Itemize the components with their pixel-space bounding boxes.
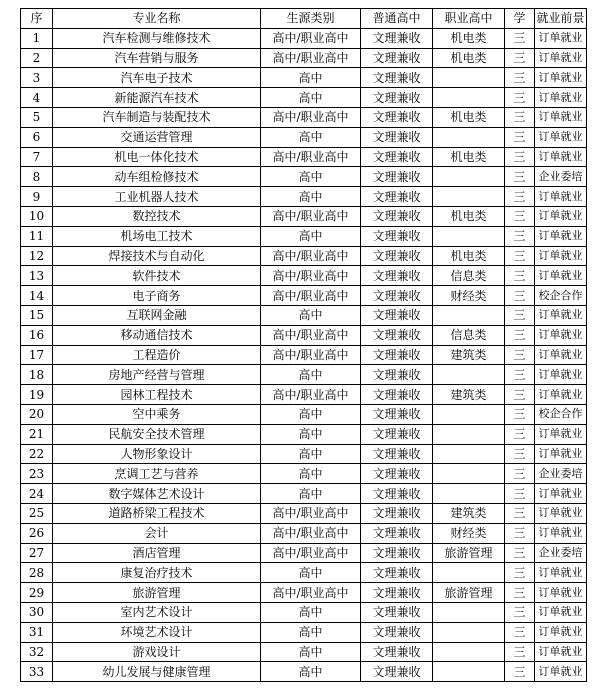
cell-employment: 订单就业: [535, 28, 587, 48]
cell-no: 33: [21, 662, 53, 682]
cell-employment: 订单就业: [535, 662, 587, 682]
cell-source: 高中/职业高中: [261, 345, 361, 365]
table-row: [21, 365, 587, 385]
cell-general-high-school: 文理兼收: [361, 523, 433, 543]
cell-source: 高中: [261, 365, 361, 385]
cell-no: 30: [21, 602, 53, 622]
cell-employment: 订单就业: [535, 622, 587, 642]
table-row: [21, 642, 587, 662]
cell-years: 三: [505, 206, 535, 226]
cell-general-high-school: 文理兼收: [361, 385, 433, 405]
cell-vocational-high-school: [433, 602, 505, 622]
cell-general-high-school: 文理兼收: [361, 424, 433, 444]
cell-no: 32: [21, 642, 53, 662]
cell-general-high-school: 文理兼收: [361, 345, 433, 365]
cell-major-name: 会计: [53, 523, 261, 543]
table-row: [21, 107, 587, 127]
cell-years: 三: [505, 424, 535, 444]
cell-major-name: 幼儿发展与健康管理: [53, 662, 261, 682]
cell-source: 高中/职业高中: [261, 583, 361, 603]
cell-source: 高中: [261, 404, 361, 424]
cell-vocational-high-school: 建筑类: [433, 385, 505, 405]
table-row: [21, 563, 587, 583]
cell-source: 高中/职业高中: [261, 385, 361, 405]
cell-major-name: 汽车制造与装配技术: [53, 107, 261, 127]
cell-employment: 订单就业: [535, 107, 587, 127]
cell-major-name: 房地产经营与管理: [53, 365, 261, 385]
cell-employment: 订单就业: [535, 424, 587, 444]
cell-vocational-high-school: 机电类: [433, 206, 505, 226]
cell-source: 高中/职业高中: [261, 28, 361, 48]
cell-vocational-high-school: 财经类: [433, 286, 505, 306]
cell-general-high-school: 文理兼收: [361, 127, 433, 147]
cell-years: 三: [505, 167, 535, 187]
cell-no: 20: [21, 404, 53, 424]
header-vocational-high-school: 职业高中: [433, 9, 505, 29]
cell-source: 高中: [261, 127, 361, 147]
table-row: [21, 464, 587, 484]
table-row: [21, 345, 587, 365]
cell-major-name: 道路桥梁工程技术: [53, 503, 261, 523]
cell-source: 高中/职业高中: [261, 325, 361, 345]
cell-major-name: 工程造价: [53, 345, 261, 365]
cell-vocational-high-school: 机电类: [433, 107, 505, 127]
cell-employment: 订单就业: [535, 246, 587, 266]
header-major-name: 专业名称: [53, 9, 261, 29]
cell-source: 高中/职业高中: [261, 246, 361, 266]
cell-general-high-school: 文理兼收: [361, 88, 433, 108]
cell-source: 高中: [261, 563, 361, 583]
cell-years: 三: [505, 187, 535, 207]
cell-employment: 订单就业: [535, 385, 587, 405]
cell-employment: 订单就业: [535, 48, 587, 68]
cell-vocational-high-school: [433, 484, 505, 504]
cell-employment: 订单就业: [535, 503, 587, 523]
cell-no: 15: [21, 305, 53, 325]
table-row: [21, 68, 587, 88]
cell-source: 高中: [261, 662, 361, 682]
cell-general-high-school: 文理兼收: [361, 68, 433, 88]
table-row: [21, 266, 587, 286]
cell-no: 11: [21, 226, 53, 246]
cell-major-name: 焊接技术与自动化: [53, 246, 261, 266]
cell-years: 三: [505, 583, 535, 603]
cell-source: 高中: [261, 88, 361, 108]
table-row: [21, 325, 587, 345]
cell-employment: 订单就业: [535, 345, 587, 365]
cell-employment: 企业委培: [535, 167, 587, 187]
table-row: [21, 88, 587, 108]
cell-vocational-high-school: 信息类: [433, 266, 505, 286]
cell-major-name: 动车组检修技术: [53, 167, 261, 187]
cell-years: 三: [505, 107, 535, 127]
cell-employment: 订单就业: [535, 583, 587, 603]
cell-vocational-high-school: [433, 226, 505, 246]
cell-major-name: 新能源汽车技术: [53, 88, 261, 108]
table-row: [21, 305, 587, 325]
cell-vocational-high-school: [433, 305, 505, 325]
cell-employment: 校企合作: [535, 286, 587, 306]
cell-no: 24: [21, 484, 53, 504]
cell-no: 19: [21, 385, 53, 405]
cell-years: 三: [505, 404, 535, 424]
cell-no: 7: [21, 147, 53, 167]
cell-major-name: 民航安全技术管理: [53, 424, 261, 444]
cell-vocational-high-school: 机电类: [433, 28, 505, 48]
cell-source: 高中: [261, 484, 361, 504]
cell-major-name: 空中乘务: [53, 404, 261, 424]
cell-years: 三: [505, 484, 535, 504]
cell-source: 高中: [261, 602, 361, 622]
cell-years: 三: [505, 523, 535, 543]
cell-no: 14: [21, 286, 53, 306]
cell-general-high-school: 文理兼收: [361, 642, 433, 662]
cell-general-high-school: 文理兼收: [361, 622, 433, 642]
cell-source: 高中: [261, 444, 361, 464]
cell-no: 16: [21, 325, 53, 345]
table-row: [21, 48, 587, 68]
table-row: [21, 147, 587, 167]
cell-vocational-high-school: [433, 444, 505, 464]
cell-no: 10: [21, 206, 53, 226]
cell-general-high-school: 文理兼收: [361, 187, 433, 207]
table-row: [21, 404, 587, 424]
header-employment: 就业前景: [535, 9, 587, 29]
cell-no: 5: [21, 107, 53, 127]
table-row: [21, 602, 587, 622]
cell-no: 21: [21, 424, 53, 444]
cell-employment: 订单就业: [535, 325, 587, 345]
cell-no: 17: [21, 345, 53, 365]
cell-employment: 订单就业: [535, 563, 587, 583]
cell-general-high-school: 文理兼收: [361, 286, 433, 306]
cell-general-high-school: 文理兼收: [361, 484, 433, 504]
cell-years: 三: [505, 345, 535, 365]
cell-major-name: 工业机器人技术: [53, 187, 261, 207]
cell-no: 3: [21, 68, 53, 88]
cell-general-high-school: 文理兼收: [361, 48, 433, 68]
cell-vocational-high-school: [433, 622, 505, 642]
cell-major-name: 旅游管理: [53, 583, 261, 603]
cell-general-high-school: 文理兼收: [361, 583, 433, 603]
cell-years: 三: [505, 325, 535, 345]
cell-years: 三: [505, 286, 535, 306]
cell-source: 高中/职业高中: [261, 147, 361, 167]
cell-vocational-high-school: 信息类: [433, 325, 505, 345]
cell-general-high-school: 文理兼收: [361, 206, 433, 226]
cell-employment: 校企合作: [535, 404, 587, 424]
table-row: [21, 484, 587, 504]
cell-vocational-high-school: [433, 563, 505, 583]
cell-major-name: 汽车检测与维修技术: [53, 28, 261, 48]
cell-source: 高中/职业高中: [261, 266, 361, 286]
table-row: [21, 226, 587, 246]
cell-source: 高中/职业高中: [261, 107, 361, 127]
cell-years: 三: [505, 464, 535, 484]
cell-source: 高中/职业高中: [261, 206, 361, 226]
cell-years: 三: [505, 305, 535, 325]
cell-major-name: 交通运营管理: [53, 127, 261, 147]
cell-source: 高中: [261, 226, 361, 246]
cell-source: 高中/职业高中: [261, 286, 361, 306]
cell-no: 25: [21, 503, 53, 523]
cell-major-name: 机电一体化技术: [53, 147, 261, 167]
cell-no: 28: [21, 563, 53, 583]
cell-major-name: 数控技术: [53, 206, 261, 226]
header-general-high-school: 普通高中: [361, 9, 433, 29]
cell-source: 高中/职业高中: [261, 543, 361, 563]
cell-source: 高中: [261, 622, 361, 642]
table-row: [21, 28, 587, 48]
cell-general-high-school: 文理兼收: [361, 266, 433, 286]
cell-major-name: 园林工程技术: [53, 385, 261, 405]
cell-major-name: 烹调工艺与营养: [53, 464, 261, 484]
cell-vocational-high-school: 机电类: [433, 48, 505, 68]
cell-vocational-high-school: 建筑类: [433, 503, 505, 523]
cell-source: 高中: [261, 424, 361, 444]
cell-source: 高中: [261, 68, 361, 88]
table-row: [21, 523, 587, 543]
cell-years: 三: [505, 543, 535, 563]
cell-employment: 订单就业: [535, 187, 587, 207]
cell-no: 13: [21, 266, 53, 286]
cell-no: 23: [21, 464, 53, 484]
cell-no: 12: [21, 246, 53, 266]
cell-vocational-high-school: 财经类: [433, 523, 505, 543]
cell-general-high-school: 文理兼收: [361, 107, 433, 127]
cell-employment: 订单就业: [535, 365, 587, 385]
cell-major-name: 酒店管理: [53, 543, 261, 563]
cell-major-name: 汽车电子技术: [53, 68, 261, 88]
cell-no: 8: [21, 167, 53, 187]
cell-employment: 企业委培: [535, 543, 587, 563]
cell-general-high-school: 文理兼收: [361, 305, 433, 325]
cell-vocational-high-school: [433, 127, 505, 147]
cell-general-high-school: 文理兼收: [361, 246, 433, 266]
cell-general-high-school: 文理兼收: [361, 404, 433, 424]
cell-vocational-high-school: [433, 662, 505, 682]
cell-years: 三: [505, 662, 535, 682]
table-row: [21, 662, 587, 682]
cell-major-name: 环境艺术设计: [53, 622, 261, 642]
cell-general-high-school: 文理兼收: [361, 365, 433, 385]
cell-general-high-school: 文理兼收: [361, 167, 433, 187]
table-row: [21, 543, 587, 563]
header-row: [21, 9, 587, 29]
cell-vocational-high-school: [433, 464, 505, 484]
cell-vocational-high-school: [433, 404, 505, 424]
cell-no: 2: [21, 48, 53, 68]
cell-general-high-school: 文理兼收: [361, 147, 433, 167]
table-row: [21, 127, 587, 147]
cell-vocational-high-school: 机电类: [433, 147, 505, 167]
cell-vocational-high-school: [433, 642, 505, 662]
cell-employment: 订单就业: [535, 226, 587, 246]
cell-vocational-high-school: 机电类: [433, 246, 505, 266]
cell-major-name: 游戏设计: [53, 642, 261, 662]
cell-major-name: 汽车营销与服务: [53, 48, 261, 68]
table-row: [21, 385, 587, 405]
cell-general-high-school: 文理兼收: [361, 503, 433, 523]
cell-major-name: 电子商务: [53, 286, 261, 306]
table-row: [21, 622, 587, 642]
cell-source: 高中: [261, 167, 361, 187]
cell-employment: 订单就业: [535, 206, 587, 226]
table-row: [21, 246, 587, 266]
cell-general-high-school: 文理兼收: [361, 602, 433, 622]
cell-vocational-high-school: [433, 68, 505, 88]
cell-no: 31: [21, 622, 53, 642]
cell-vocational-high-school: [433, 424, 505, 444]
cell-major-name: 室内艺术设计: [53, 602, 261, 622]
cell-source: 高中: [261, 187, 361, 207]
cell-major-name: 机场电工技术: [53, 226, 261, 246]
cell-source: 高中/职业高中: [261, 503, 361, 523]
cell-years: 三: [505, 385, 535, 405]
cell-vocational-high-school: [433, 187, 505, 207]
cell-years: 三: [505, 503, 535, 523]
cell-employment: 订单就业: [535, 305, 587, 325]
cell-years: 三: [505, 266, 535, 286]
cell-general-high-school: 文理兼收: [361, 662, 433, 682]
table-row: [21, 286, 587, 306]
cell-employment: 订单就业: [535, 602, 587, 622]
cell-years: 三: [505, 642, 535, 662]
cell-years: 三: [505, 444, 535, 464]
cell-years: 三: [505, 48, 535, 68]
cell-no: 9: [21, 187, 53, 207]
cell-source: 高中: [261, 464, 361, 484]
cell-general-high-school: 文理兼收: [361, 464, 433, 484]
cell-years: 三: [505, 147, 535, 167]
cell-general-high-school: 文理兼收: [361, 325, 433, 345]
cell-major-name: 数字媒体艺术设计: [53, 484, 261, 504]
header-no: 序: [21, 9, 53, 29]
table-row: [21, 444, 587, 464]
cell-no: 4: [21, 88, 53, 108]
table-row: [21, 167, 587, 187]
cell-no: 1: [21, 28, 53, 48]
cell-years: 三: [505, 365, 535, 385]
cell-years: 三: [505, 88, 535, 108]
cell-vocational-high-school: [433, 365, 505, 385]
cell-employment: 订单就业: [535, 127, 587, 147]
cell-general-high-school: 文理兼收: [361, 563, 433, 583]
cell-years: 三: [505, 563, 535, 583]
cell-employment: 企业委培: [535, 464, 587, 484]
cell-employment: 订单就业: [535, 444, 587, 464]
cell-major-name: 人物形象设计: [53, 444, 261, 464]
cell-general-high-school: 文理兼收: [361, 28, 433, 48]
cell-source: 高中/职业高中: [261, 523, 361, 543]
cell-no: 29: [21, 583, 53, 603]
cell-source: 高中: [261, 305, 361, 325]
cell-years: 三: [505, 602, 535, 622]
cell-vocational-high-school: [433, 167, 505, 187]
cell-major-name: 软件技术: [53, 266, 261, 286]
cell-general-high-school: 文理兼收: [361, 444, 433, 464]
cell-vocational-high-school: 旅游管理: [433, 543, 505, 563]
cell-years: 三: [505, 622, 535, 642]
cell-vocational-high-school: 旅游管理: [433, 583, 505, 603]
cell-years: 三: [505, 68, 535, 88]
cell-no: 26: [21, 523, 53, 543]
cell-source: 高中: [261, 642, 361, 662]
table-row: [21, 424, 587, 444]
table-row: [21, 187, 587, 207]
cell-major-name: 移动通信技术: [53, 325, 261, 345]
cell-vocational-high-school: 建筑类: [433, 345, 505, 365]
cell-years: 三: [505, 28, 535, 48]
header-source: 生源类别: [261, 9, 361, 29]
cell-employment: 订单就业: [535, 147, 587, 167]
table-row: [21, 206, 587, 226]
cell-general-high-school: 文理兼收: [361, 226, 433, 246]
cell-no: 18: [21, 365, 53, 385]
cell-employment: 订单就业: [535, 68, 587, 88]
cell-general-high-school: 文理兼收: [361, 543, 433, 563]
cell-major-name: 康复治疗技术: [53, 563, 261, 583]
cell-major-name: 互联网金融: [53, 305, 261, 325]
table-row: [21, 583, 587, 603]
cell-employment: 订单就业: [535, 523, 587, 543]
cell-no: 22: [21, 444, 53, 464]
cell-source: 高中/职业高中: [261, 48, 361, 68]
cell-employment: 订单就业: [535, 484, 587, 504]
cell-no: 6: [21, 127, 53, 147]
cell-employment: 订单就业: [535, 642, 587, 662]
cell-years: 三: [505, 246, 535, 266]
cell-years: 三: [505, 127, 535, 147]
majors-table: [20, 8, 587, 682]
cell-employment: 订单就业: [535, 266, 587, 286]
cell-no: 27: [21, 543, 53, 563]
table-row: [21, 503, 587, 523]
cell-employment: 订单就业: [535, 88, 587, 108]
header-years: 学: [505, 9, 535, 29]
cell-years: 三: [505, 226, 535, 246]
cell-vocational-high-school: [433, 88, 505, 108]
